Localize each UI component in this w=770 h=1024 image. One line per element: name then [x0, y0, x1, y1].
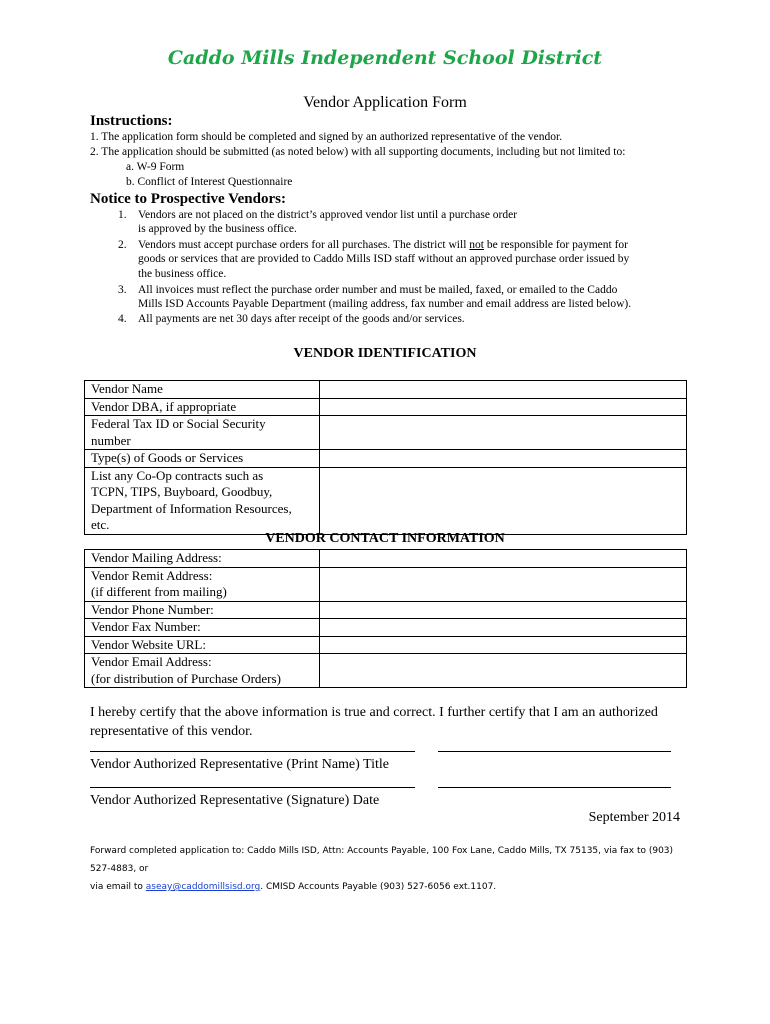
email-link[interactable]: aseay@caddomillsisd.org [145, 882, 261, 892]
date-line[interactable] [438, 787, 671, 788]
form-title: Vendor Application Form [303, 94, 467, 111]
vendor-identification-title: VENDOR IDENTIFICATION [293, 346, 477, 361]
remit-address-field[interactable] [320, 567, 687, 601]
notice-line: Vendors are not placed on the district’s approved vendor list until a purchase order [138, 209, 518, 221]
vendor-name-field[interactable] [320, 381, 687, 399]
mailing-address-field[interactable] [320, 550, 687, 568]
goods-services-field[interactable] [320, 450, 687, 468]
table-row [85, 416, 687, 450]
table-row [85, 550, 687, 568]
instruction-item-2: 2. The application should be submitted (as noted below) with all supporting documents, including but not limited to: [90, 146, 626, 158]
vendor-contact-table [84, 549, 687, 688]
table-row [85, 467, 687, 534]
notice-line: Mills ISD Accounts Payable Department (mailing address, fax number and email address are listed below). [138, 298, 632, 310]
row-label: Vendor Mailing Address: [85, 550, 320, 568]
row-label: Vendor Email Address: (for distribution of Purchase Orders) [85, 654, 320, 688]
title-line[interactable] [438, 751, 671, 752]
fax-number-field[interactable] [320, 619, 687, 637]
vendor-contact-title: VENDOR CONTACT INFORMATION [265, 531, 505, 546]
row-label: Vendor Name [85, 381, 320, 399]
table-row [85, 381, 687, 399]
district-title: Caddo Mills Independent School District [167, 47, 603, 69]
row-label: Type(s) of Goods or Services [85, 450, 320, 468]
row-label: Vendor Website URL: [85, 636, 320, 654]
row-label: Vendor Fax Number: [85, 619, 320, 637]
table-row [85, 619, 687, 637]
table-row [85, 636, 687, 654]
phone-number-field[interactable] [320, 601, 687, 619]
certification-statement: I hereby certify that the above information is true and correct. I further certify that I am an authorized representative of this vendor. [90, 705, 658, 739]
notice-line: All payments are net 30 days after receipt of the goods and/or services. [138, 313, 465, 325]
notice-line: goods or services that are provided to Caddo Mills ISD staff without an approved purchase order issued by [138, 253, 630, 265]
notice-number: 3. [118, 284, 127, 296]
signature-line[interactable] [90, 787, 415, 788]
vendor-identification-table [84, 380, 687, 535]
notice-line: Vendors must accept purchase orders for all purchases. The district will not be responsible for payment for [138, 239, 629, 251]
notice-heading: Notice to Prospective Vendors: [90, 191, 286, 207]
form-date: September 2014 [588, 810, 680, 825]
table-row [85, 450, 687, 468]
website-url-field[interactable] [320, 636, 687, 654]
print-name-line[interactable] [90, 751, 415, 752]
table-row [85, 398, 687, 416]
email-address-field[interactable] [320, 654, 687, 688]
notice-line: is approved by the business office. [138, 223, 297, 235]
emphasis-not: not [469, 239, 484, 251]
notice-line: the business office. [138, 268, 227, 280]
signature-label: Vendor Authorized Representative (Signature) Date [90, 793, 380, 808]
row-label: Federal Tax ID or Social Security number [85, 416, 320, 450]
instructions-heading: Instructions: [90, 113, 173, 129]
footer-note: Forward completed application to: Caddo Mills ISD, Attn: Accounts Payable, 100 Fox Lane, Caddo Mills, TX 75135, via fax to (903) 527-4883, or via email to aseay@caddomillsisd.org. CMISD Accounts Payable (903) 527-6056 ext.1107. [90, 846, 674, 892]
instruction-item-1: 1. The application form should be completed and signed by an authorized representative of the vendor. [90, 131, 563, 143]
row-label: Vendor DBA, if appropriate [85, 398, 320, 416]
table-row [85, 601, 687, 619]
row-label: Vendor Phone Number: [85, 601, 320, 619]
print-name-label: Vendor Authorized Representative (Print Name) Title [90, 757, 389, 772]
instruction-sub-b: b. Conflict of Interest Questionnaire [126, 176, 293, 188]
coop-contracts-field[interactable] [320, 467, 687, 534]
notice-number: 1. [118, 209, 127, 221]
row-label: Vendor Remit Address: (if different from mailing) [85, 567, 320, 601]
row-label: List any Co-Op contracts such as TCPN, TIPS, Buyboard, Goodbuy, Department of Information Resources, etc. [85, 467, 320, 534]
notice-number: 2. [118, 239, 127, 251]
tax-id-field[interactable] [320, 416, 687, 450]
instruction-sub-a: a. W-9 Form [126, 161, 185, 173]
notice-line: All invoices must reflect the purchase order number and must be mailed, faxed, or emailed to the Caddo [138, 284, 618, 296]
vendor-dba-field[interactable] [320, 398, 687, 416]
table-row [85, 654, 687, 688]
notice-number: 4. [118, 313, 127, 325]
table-row [85, 567, 687, 601]
